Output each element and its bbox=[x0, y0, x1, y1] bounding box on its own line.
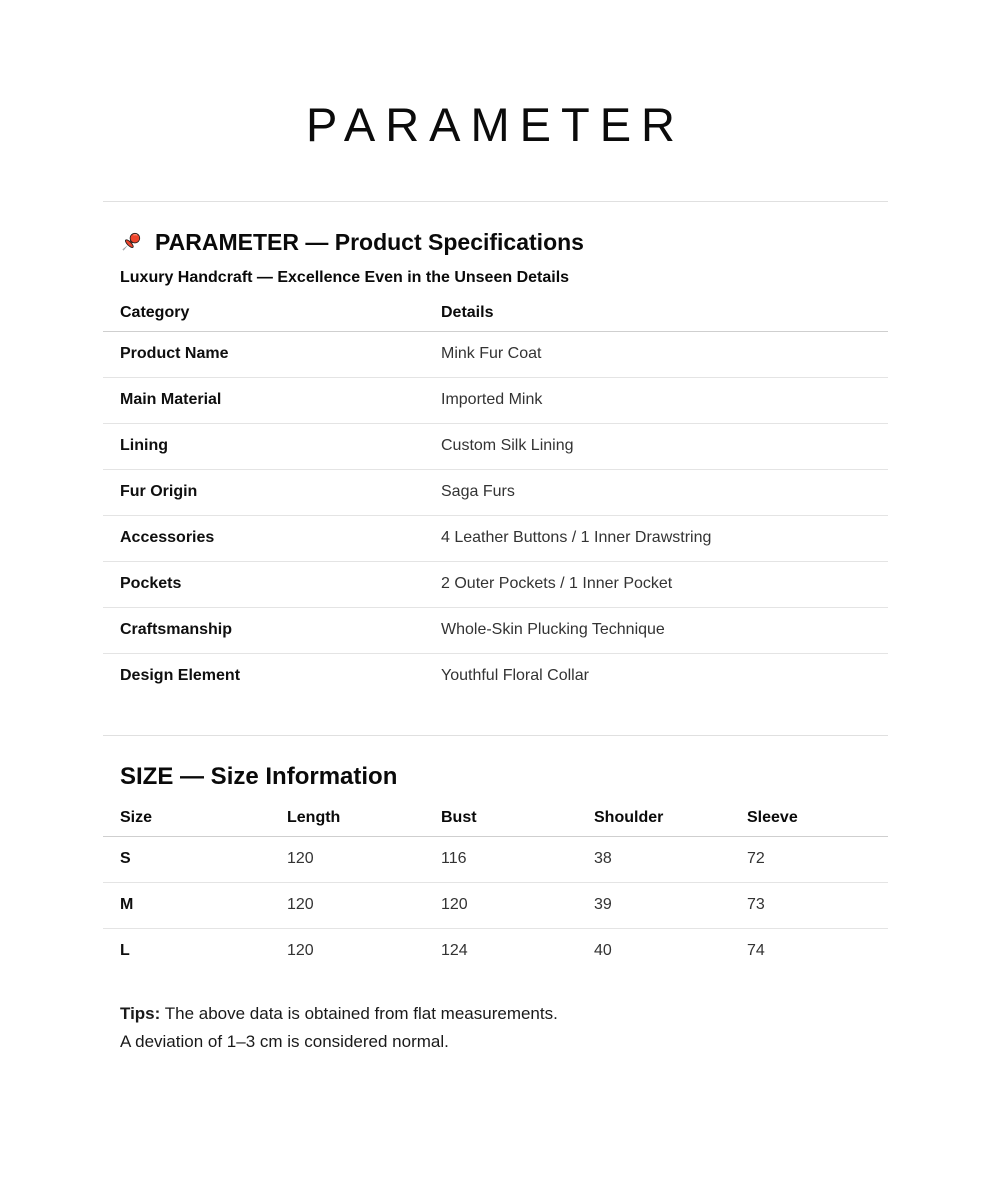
size-label: L bbox=[120, 942, 130, 960]
size-section bbox=[103, 763, 888, 1056]
size-label: S bbox=[103, 837, 287, 883]
page-title: PARAMETER bbox=[306, 98, 685, 151]
spec-category: Craftsmanship bbox=[103, 608, 441, 654]
tips-line1: The above data is obtained from flat measurements. bbox=[164, 1004, 558, 1024]
spec-heading-label: PARAMETER — Product Specifications bbox=[155, 228, 584, 255]
spec-detail: Mink Fur Coat bbox=[441, 332, 888, 378]
table-row bbox=[103, 424, 888, 470]
spec-detail: Saga Furs bbox=[441, 470, 888, 516]
spec-category: Fur Origin bbox=[103, 470, 441, 516]
size-bust: 116 bbox=[441, 837, 594, 883]
spec-detail: Imported Mink bbox=[441, 378, 888, 424]
table-row bbox=[103, 837, 888, 883]
table-row bbox=[103, 378, 888, 424]
size-sleeve: 73 bbox=[747, 883, 888, 929]
spec-category: Product Name bbox=[103, 332, 441, 378]
size-bust: 120 bbox=[441, 883, 594, 929]
spec-category: Accessories bbox=[103, 516, 441, 562]
size-col-size: Size bbox=[103, 807, 287, 837]
mid-divider bbox=[103, 735, 888, 736]
spec-detail: Whole-Skin Plucking Technique bbox=[441, 608, 888, 654]
size-shoulder: 38 bbox=[594, 837, 747, 883]
spec-category: Pockets bbox=[103, 562, 441, 608]
size-section-heading: SIZE — Size Information bbox=[120, 763, 398, 791]
size-sleeve: 72 bbox=[747, 837, 888, 883]
table-row bbox=[103, 332, 888, 378]
size-table bbox=[103, 807, 888, 974]
size-col-shoulder: Shoulder bbox=[594, 807, 747, 837]
size-label: M bbox=[103, 883, 287, 929]
product-spec-page bbox=[103, 97, 888, 1056]
size-length: 120 bbox=[287, 837, 441, 883]
spec-section-heading bbox=[117, 228, 888, 256]
spec-category: Design Element bbox=[120, 667, 241, 685]
spec-detail: 4 Leather Buttons / 1 Inner Drawstring bbox=[441, 516, 888, 562]
table-row bbox=[103, 562, 888, 608]
size-length: 120 bbox=[287, 883, 441, 929]
spec-subtitle: Luxury Handcraft — Excellence Even in the Unseen Details bbox=[120, 269, 570, 287]
tips-line2: A deviation of 1–3 cm is considered normal. bbox=[120, 1032, 449, 1052]
spec-detail: 2 Outer Pockets / 1 Inner Pocket bbox=[441, 562, 888, 608]
spec-section bbox=[103, 228, 888, 699]
size-bust: 124 bbox=[441, 942, 468, 960]
size-col-sleeve: Sleeve bbox=[747, 807, 888, 837]
spec-header-row bbox=[103, 302, 888, 332]
size-col-length: Length bbox=[287, 807, 441, 837]
size-col-bust: Bust bbox=[441, 807, 594, 837]
table-row bbox=[103, 883, 888, 929]
tips-note bbox=[120, 1000, 888, 1056]
top-divider bbox=[103, 201, 888, 202]
size-shoulder: 39 bbox=[594, 883, 747, 929]
spec-category: Main Material bbox=[103, 378, 441, 424]
spec-table bbox=[103, 302, 888, 699]
table-row bbox=[103, 929, 888, 975]
spec-col-details: Details bbox=[441, 302, 888, 332]
spec-col-category: Category bbox=[103, 302, 441, 332]
size-sleeve: 74 bbox=[747, 942, 765, 960]
table-row bbox=[103, 470, 888, 516]
table-row bbox=[103, 608, 888, 654]
size-shoulder: 40 bbox=[594, 942, 612, 960]
table-row bbox=[103, 654, 888, 700]
size-header-row bbox=[103, 807, 888, 837]
spec-category: Lining bbox=[103, 424, 441, 470]
spec-detail: Youthful Floral Collar bbox=[441, 667, 589, 685]
spec-detail: Custom Silk Lining bbox=[441, 424, 888, 470]
table-row bbox=[103, 516, 888, 562]
tips-label: Tips: bbox=[120, 1004, 161, 1024]
size-length: 120 bbox=[287, 942, 314, 960]
pushpin-icon bbox=[117, 228, 145, 256]
